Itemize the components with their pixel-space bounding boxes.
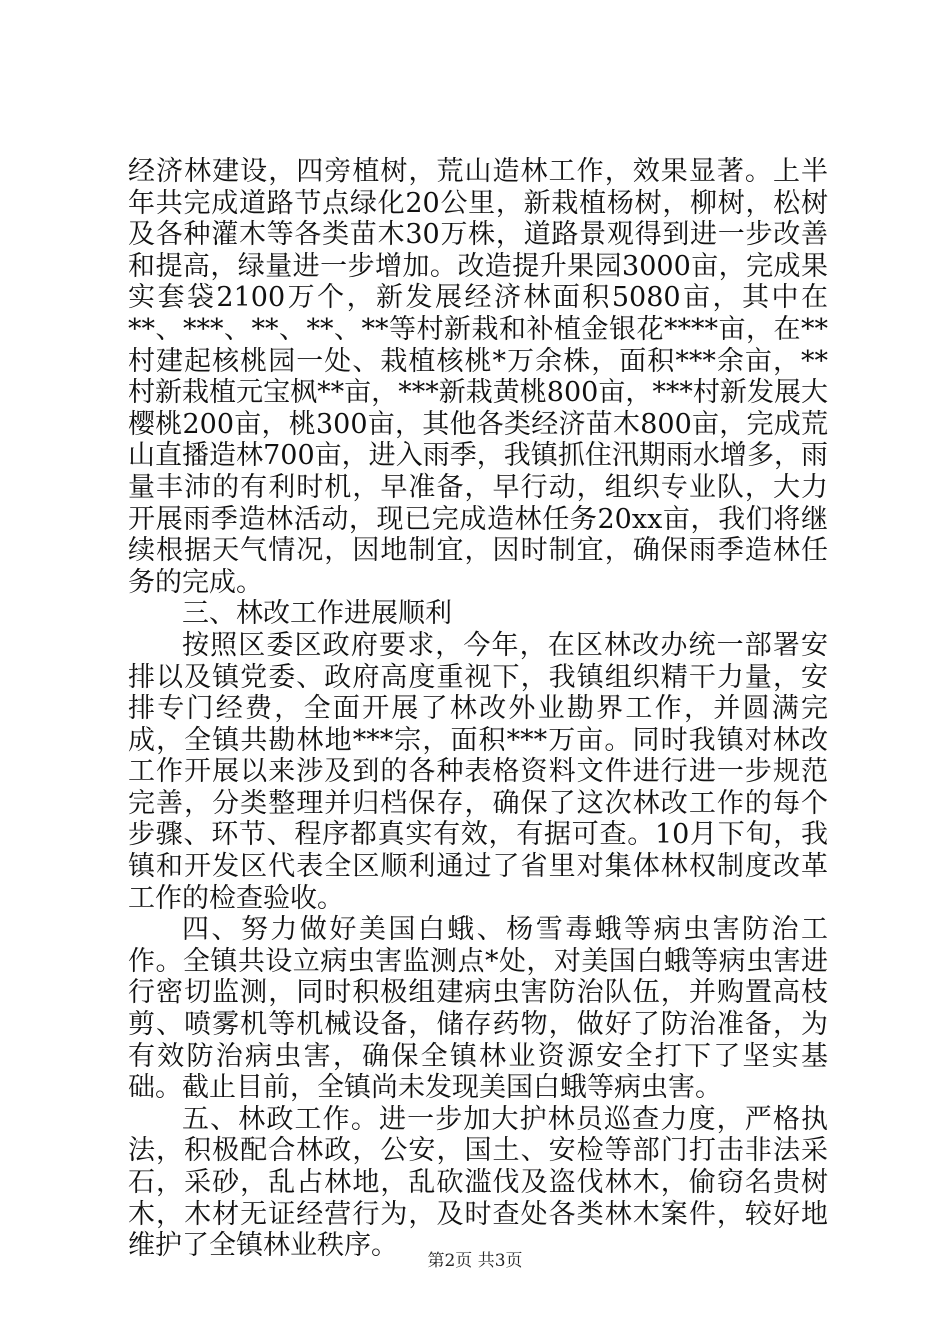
paragraph-forest-administration: 五、林政工作。进一步加大护林员巡查力度，严格执法，积极配合林政，公安，国土、安检等部门打击非法采石，采砂，乱占林地，乱砍滥伐及盗伐林木，偷窃名贵树木，木材无证经营行为，及时查处各类林木案件，较好地维护了全镇林业秩序。 (128, 1103, 828, 1262)
paragraph-pest-control: 四、努力做好美国白蛾、杨雪毒蛾等病虫害防治工作。全镇共设立病虫害监测点*处，对美国白蛾等病虫害进行密切监测，同时积极组建病虫害防治队伍，并购置高枝剪、喷雾机等机械设备，储存药物，做好了防治准备，为有效防治病虫害，确保全镇林业资源安全打下了坚实基础。截止目前，全镇尚未发现美国白蛾等病虫害。 (128, 914, 828, 1104)
document-body (128, 156, 828, 1262)
paragraph-economic-forest: 经济林建设，四旁植树，荒山造林工作，效果显著。上半年共完成道路节点绿化20公里，新栽植杨树，柳树，松树及各种灌木等各类苗木30万株，道路景观得到进一步改善和提高，绿量进一步增加。改造提升果园3000亩，完成果实套袋2100万个，新发展经济林面积5080亩，其中在**、***、**、**、**等村新栽和补植金银花****亩，在**村建起核桃园一处、栽植核桃*万余株，面积***余亩，**村新栽植元宝枫**亩，***新栽黄桃800亩，***村新发展大樱桃200亩，桃300亩，其他各类经济苗木800亩，完成荒山直播造林700亩，进入雨季，我镇抓住汛期雨水增多，雨量丰沛的有利时机，早准备，早行动，组织专业队，大力开展雨季造林活动，现已完成造林任务20xx亩，我们将继续根据天气情况，因地制宜，因时制宜，确保雨季造林任务的完成。 (128, 156, 828, 598)
paragraph-forest-reform: 按照区委区政府要求，今年，在区林改办统一部署安排以及镇党委、政府高度重视下，我镇组织精干力量，安排专门经费，全面开展了林改外业勘界工作，并圆满完成，全镇共勘林地***宗，面积***万亩。同时我镇对林改工作开展以来涉及到的各种表格资料文件进行进一步规范完善，分类整理并归档保存，确保了这次林改工作的每个步骤、环节、程序都真实有效，有据可查。10月下旬，我镇和开发区代表全区顺利通过了省里对集体林权制度改革工作的检查验收。 (128, 629, 828, 914)
section-heading-forest-reform: 三、林改工作进展顺利 (182, 598, 452, 630)
page-number-footer: 第2页 共3页 (427, 1251, 523, 1271)
